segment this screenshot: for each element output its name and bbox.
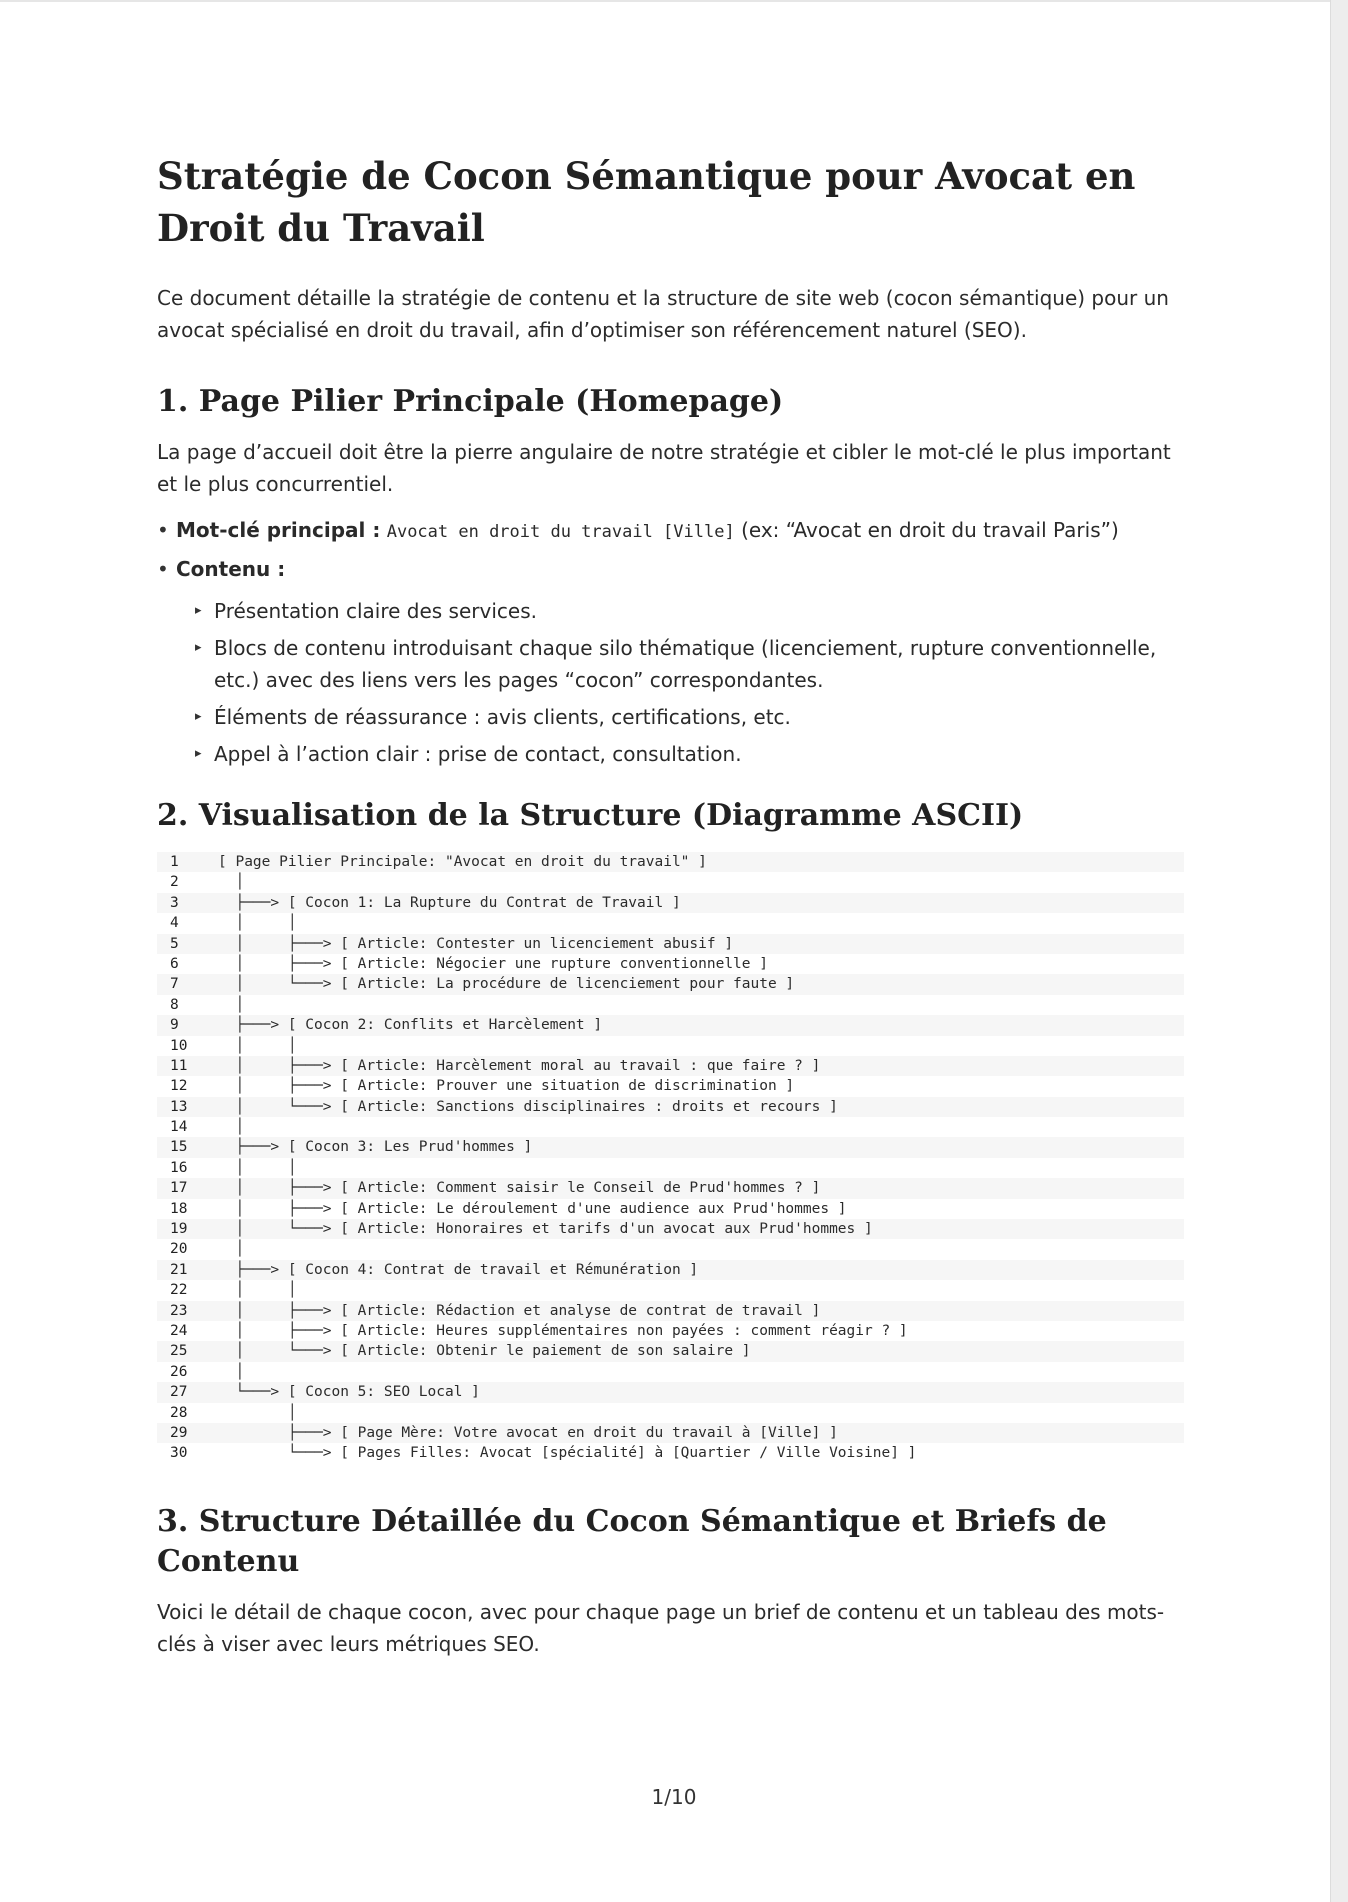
line-number: 20 — [170, 1241, 188, 1258]
content-subitem: ▸ Appel à l’action clair : prise de contact, consultation. — [195, 738, 1184, 770]
code-line — [157, 974, 1184, 994]
code-line — [157, 1117, 1184, 1137]
code-line — [157, 1341, 1184, 1361]
code-line — [157, 872, 1184, 892]
code-text: │ — [218, 1404, 297, 1421]
line-number: 21 — [170, 1261, 188, 1278]
line-number: 23 — [170, 1302, 188, 1319]
code-line — [157, 934, 1184, 954]
line-number: 9 — [170, 1017, 179, 1034]
code-line — [157, 1178, 1184, 1198]
code-text: │ └───> [ Article: Sanctions disciplinaires : droits et recours ] — [218, 1098, 838, 1115]
code-text: [ Page Pilier Principale: "Avocat en droit du travail" ] — [218, 854, 707, 870]
line-number: 28 — [170, 1404, 188, 1421]
line-number: 16 — [170, 1159, 188, 1176]
code-text: │ ├───> [ Article: Comment saisir le Conseil de Prud'hommes ? ] — [218, 1180, 821, 1197]
line-number: 5 — [170, 935, 179, 952]
keyword-code: Avocat en droit du travail [Ville] — [386, 522, 735, 542]
content-label: Contenu : — [176, 557, 286, 581]
code-line — [157, 1137, 1184, 1157]
section2-heading: 2. Visualisation de la Structure (Diagramme ASCII) — [157, 798, 1024, 833]
code-line — [157, 1443, 1184, 1463]
content-subitem: ▸ Présentation claire des services. — [195, 595, 1184, 627]
code-text: │ ├───> [ Article: Harcèlement moral au travail : que faire ? ] — [218, 1057, 821, 1074]
top-rule — [0, 0, 1331, 2]
code-line — [157, 1219, 1184, 1239]
keyword-example: (ex: “Avocat en droit du travail Paris”) — [741, 518, 1119, 542]
code-line — [157, 1260, 1184, 1280]
line-number: 14 — [170, 1119, 188, 1136]
code-text: │ — [218, 1363, 245, 1380]
code-line — [157, 1036, 1184, 1056]
code-text: │ ├───> [ Article: Rédaction et analyse de contrat de travail ] — [218, 1302, 821, 1319]
line-number: 22 — [170, 1282, 188, 1299]
code-line — [157, 1158, 1184, 1178]
code-text: │ └───> [ Article: Honoraires et tarifs d'un avocat aux Prud'hommes ] — [218, 1221, 873, 1238]
code-line — [157, 1403, 1184, 1423]
line-number: 30 — [170, 1445, 188, 1462]
line-number: 19 — [170, 1221, 188, 1238]
line-number: 8 — [170, 996, 179, 1013]
section-detailed-structure — [157, 1502, 1184, 1660]
line-number: 11 — [170, 1057, 188, 1074]
code-text: │ — [218, 1241, 245, 1258]
line-number: 17 — [170, 1180, 188, 1197]
code-line — [157, 1015, 1184, 1035]
code-line — [157, 1362, 1184, 1382]
code-text: │ │ — [218, 1282, 297, 1299]
code-line — [157, 1239, 1184, 1259]
code-text: │ ├───> [ Article: Négocier une rupture conventionnelle ] — [218, 955, 768, 972]
section3-heading: 3. Structure Détaillée du Cocon Sémantique et Briefs de Contenu — [157, 1503, 1107, 1579]
code-line — [157, 1076, 1184, 1096]
code-text: └───> [ Cocon 5: SEO Local ] — [218, 1384, 480, 1401]
line-number: 13 — [170, 1098, 188, 1115]
code-text: │ ├───> [ Article: Le déroulement d'une audience aux Prud'hommes ] — [218, 1200, 847, 1217]
code-text: ├───> [ Cocon 3: Les Prud'hommes ] — [218, 1139, 533, 1156]
code-text: │ └───> [ Article: La procédure de licenciement pour faute ] — [218, 976, 795, 993]
section1-paragraph: La page d’accueil doit être la pierre angulaire de notre stratégie et cibler le mot-clé le plus important et le plus concurrentiel. — [157, 440, 1171, 496]
code-text: ├───> [ Cocon 2: Conflits et Harcèlement ] — [218, 1017, 603, 1034]
line-number: 12 — [170, 1078, 188, 1095]
code-line — [157, 1199, 1184, 1219]
code-text: │ — [218, 1119, 245, 1136]
code-line — [157, 1382, 1184, 1402]
code-line — [157, 1280, 1184, 1300]
code-text: │ ├───> [ Article: Contester un licenciement abusif ] — [218, 935, 734, 952]
line-number: 4 — [170, 915, 179, 932]
homepage-details-list — [157, 514, 1184, 770]
intro-paragraph: Ce document détaille la stratégie de contenu et la structure de site web (cocon sémantique) pour un avocat spécialisé en droit du travail, afin d’optimiser son référencement naturel (SEO). — [157, 286, 1169, 342]
code-line — [157, 1097, 1184, 1117]
page-number: 1/10 — [651, 1785, 697, 1809]
line-number: 2 — [170, 874, 179, 891]
line-number: 24 — [170, 1322, 188, 1339]
line-number: 26 — [170, 1363, 188, 1380]
document-page — [157, 150, 1184, 1660]
code-text: ├───> [ Cocon 1: La Rupture du Contrat de Travail ] — [218, 894, 681, 911]
code-text: │ ├───> [ Article: Prouver une situation de discrimination ] — [218, 1078, 795, 1095]
code-text: └───> [ Pages Filles: Avocat [spécialité] à [Quartier / Ville Voisine] ] — [218, 1445, 917, 1462]
section3-paragraph: Voici le détail de chaque cocon, avec pour chaque page un brief de contenu et un tableau des mots-clés à viser avec leurs métriques SEO. — [157, 1599, 1165, 1656]
line-number: 15 — [170, 1139, 188, 1156]
code-text: │ │ — [218, 1159, 297, 1176]
content-sublist — [195, 595, 1184, 770]
ascii-diagram-code-block — [157, 852, 1184, 1464]
section-structure — [157, 796, 1184, 1464]
line-number: 18 — [170, 1200, 188, 1217]
code-text: ├───> [ Page Mère: Votre avocat en droit du travail à [Ville] ] — [218, 1424, 838, 1441]
code-text: │ └───> [ Article: Obtenir le paiement de son salaire ] — [218, 1343, 751, 1360]
content-subitem: ▸ Blocs de contenu introduisant chaque silo thématique (licenciement, rupture conventionnelle, etc.) avec des liens vers les pages “cocon” correspondantes. — [195, 632, 1184, 696]
code-line — [157, 1321, 1184, 1341]
code-line — [157, 852, 1184, 872]
line-number: 6 — [170, 955, 179, 972]
code-line — [157, 995, 1184, 1015]
code-text: │ │ — [218, 915, 297, 932]
line-number: 25 — [170, 1343, 188, 1360]
line-number: 29 — [170, 1424, 188, 1441]
line-number: 7 — [170, 976, 179, 993]
code-text: │ │ — [218, 1037, 297, 1054]
code-line — [157, 954, 1184, 974]
line-number: 1 — [170, 854, 179, 870]
line-number: 10 — [170, 1037, 188, 1054]
code-line — [157, 1056, 1184, 1076]
code-text: │ — [218, 996, 245, 1013]
content-item — [157, 553, 1184, 770]
code-text: ├───> [ Cocon 4: Contrat de travail et Rémunération ] — [218, 1261, 699, 1278]
code-line — [157, 893, 1184, 913]
scrollbar-track[interactable] — [1330, 0, 1348, 1902]
code-line — [157, 1301, 1184, 1321]
line-number: 27 — [170, 1384, 188, 1401]
code-line — [157, 1423, 1184, 1443]
keyword-item — [157, 514, 1184, 548]
section-homepage — [157, 382, 1184, 770]
section1-heading: 1. Page Pilier Principale (Homepage) — [157, 384, 784, 419]
code-text: │ ├───> [ Article: Heures supplémentaires non payées : comment réagir ? ] — [218, 1322, 908, 1339]
code-text: │ — [218, 874, 245, 891]
document-title: Stratégie de Cocon Sémantique pour Avocat en Droit du Travail — [157, 154, 1136, 250]
code-line — [157, 913, 1184, 933]
line-number: 3 — [170, 894, 179, 911]
content-subitem: ▸ Éléments de réassurance : avis clients, certifications, etc. — [195, 701, 1184, 733]
keyword-label: Mot-clé principal : — [176, 518, 381, 542]
